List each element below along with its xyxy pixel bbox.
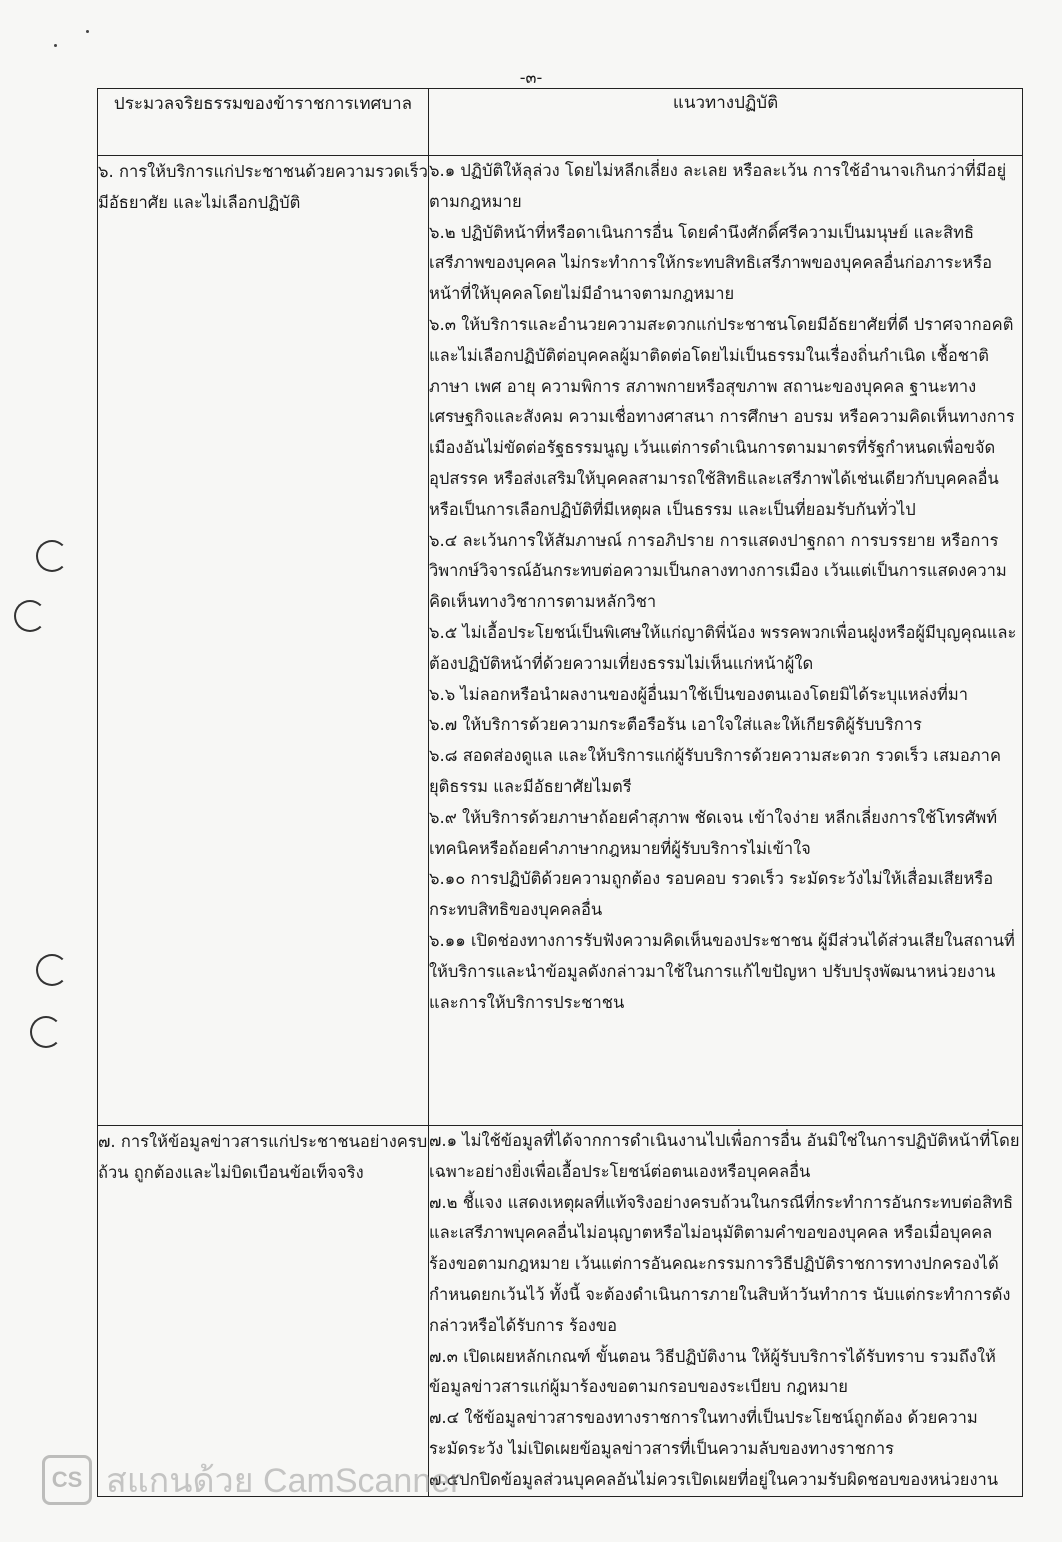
table-row-section-7 [98, 1126, 1023, 1497]
guideline-6-11: ๖.๑๑ เปิดช่องทางการรับฟังความคิดเห็นของประชาชน ผู้มีส่วนได้ส่วนเสียในสถานที่ให้บริการและนำข้อมูลดังกล่าวมาใช้ในการแก้ไขปัญหา ปรับปรุงพัฒนาหน่วยงานและการให้บริการประชาชน [429, 930, 1015, 1012]
guideline-7-2: ๗.๒ ชี้แจง แสดงเหตุผลที่แท้จริงอย่างครบถ้วนในกรณีที่กระทำการอันกระทบต่อสิทธิและเสรีภาพบุคคลอื่นไม่อนุญาตหรือไม่อนุมัติตามคำขอของบุคคล หรือเมื่อบุคคลร้องขอตามกฎหมาย เว้นแต่การอันคณะกรรมการวิธีปฏิบัติราชการทางปกครองได้กำหนดยกเว้นไว้ ทั้งนี้ จะต้องดำเนินการภายในสิบห้าวันทำการ นับแต่กระทำการดังกล่าวหรือได้รับการ ร้องขอ [429, 1192, 1014, 1335]
guideline-6-2: ๖.๒ ปฏิบัติหน้าที่หรือดาเนินการอื่น โดยคำนึงศักดิ์ศรีความเป็นมนุษย์ และสิทธิเสรีภาพของบุคคล ไม่กระทำการให้กระทบสิทธิเสรีภาพของบุคคลอื่นก่อภาระหรือหน้าที่ให้บุคคลโดยไม่มีอำนาจตามกฎหมาย [429, 222, 993, 304]
guideline-6-7: ๖.๗ ให้บริการด้วยความกระตือรือร้น เอาใจใส่และให้เกียรติผู้รับบริการ [429, 715, 922, 735]
page-number: -๓- [519, 68, 543, 87]
punch-hole-icon [30, 1016, 62, 1048]
guideline-6-9: ๖.๙ ให้บริการด้วยภาษาถ้อยคำสุภาพ ชัดเจน เข้าใจง่าย หลีกเลี่ยงการใช้โทรศัพท์เทคนิคหรือถ้อยคำภาษากฎหมายที่ผู้รับบริการไม่เข้าใจ [429, 807, 998, 858]
header-code-of-ethics: ประมวลจริยธรรมของข้าราชการเทศบาล [98, 89, 429, 156]
section-6-guidelines [429, 156, 1023, 1126]
guideline-6-4: ๖.๔ ละเว้นการให้สัมภาษณ์ การอภิปราย การแสดงปาฐกถา การบรรยาย หรือการวิพากษ์วิจารณ์อันกระทบต่อความเป็นกลางทางการเมือง เว้นแต่เป็นการแสดงความคิดเห็นทางวิชาการตามหลักวิชา [429, 530, 1007, 612]
table-row-section-6 [98, 156, 1023, 1126]
guideline-7-5: ๗.๕ปกปิดข้อมูลส่วนบุคคลอันไม่ควรเปิดเผยที่อยู่ในความรับผิดชอบของหน่วยงาน [429, 1469, 999, 1489]
camscanner-watermark [42, 1456, 461, 1504]
guideline-7-3: ๗.๓ เปิดเผยหลักเกณฑ์ ขั้นตอน วิธีปฏิบัติงาน ให้ผู้รับบริการได้รับทราบ รวมถึงให้ข้อมูลข่าวสารแก่ผู้มาร้องขอตามกรอบของระเบียบ กฎหมาย [429, 1346, 996, 1397]
guideline-6-5: ๖.๕ ไม่เอื้อประโยชน์เป็นพิเศษให้แก่ญาติพี่น้อง พรรคพวกเพื่อนฝูงหรือผู้มีบุญคุณและต้องปฏิบัติหน้าที่ด้วยความเที่ยงธรรมไม่เห็นแก่หน้าผู้ใด [429, 622, 1017, 673]
camscanner-logo-icon: CS [42, 1455, 92, 1505]
scan-speck [86, 30, 89, 33]
guideline-6-1: ๖.๑ ปฏิบัติให้ลุล่วง โดยไม่หลีกเลี่ยง ละเลย หรือละเว้น การใช้อำนาจเกินกว่าที่มีอยู่ตามกฎหมาย [429, 161, 1007, 211]
guideline-6-8: ๖.๘ สอดส่องดูแล และให้บริการแก่ผู้รับบริการด้วยความสะดวก รวดเร็ว เสมอภาค ยุติธรรม และมีอัธยาศัยไมตรี [429, 746, 1001, 796]
punch-hole-icon [36, 954, 68, 986]
guideline-6-10: ๖.๑๐ การปฏิบัติด้วยความถูกต้อง รอบคอบ รวดเร็ว ระมัดระวังไม่ให้เสื่อมเสียหรือกระทบสิทธิของบุคคลอื่น [429, 869, 994, 920]
scan-speck [54, 44, 57, 47]
guideline-6-6: ๖.๖ ไม่ลอกหรือนำผลงานของผู้อื่นมาใช้เป็นของตนเองโดยมิได้ระบุแหล่งที่มา [429, 684, 968, 704]
header-guidelines: แนวทางปฏิบัติ [429, 89, 1023, 156]
punch-hole-icon [36, 540, 68, 572]
ethics-table [97, 88, 1023, 1497]
section-6-heading: ๖. การให้บริการแก่ประชาชนด้วยความรวดเร็ว มีอัธยาศัย และไม่เลือกปฏิบัติ [98, 156, 429, 1126]
guideline-7-4: ๗.๔ ใช้ข้อมูลข่าวสารของทางราชการในทางที่เป็นประโยชน์ถูกต้อง ด้วยความระมัดระวัง ไม่เปิดเผยข้อมูลข่าวสารที่เป็นความลับของทางราชการ [429, 1408, 978, 1458]
table-header-row [98, 89, 1023, 156]
watermark-text: สแกนด้วย CamScanner [106, 1462, 462, 1500]
section-7-heading: ๗. การให้ข้อมูลข่าวสารแก่ประชาชนอย่างครบถ้วน ถูกต้องและไม่บิดเบือนข้อเท็จจริง [98, 1126, 429, 1497]
punch-hole-icon [14, 600, 46, 632]
section-7-guidelines [429, 1126, 1023, 1497]
guideline-7-1: ๗.๑ ไม่ใช้ข้อมูลที่ได้จากการดำเนินงานไปเพื่อการอื่น อันมิใช่ในการปฏิบัติหน้าที่โดยเฉพาะอย่างยิ่งเพื่อเอื้อประโยชน์ต่อตนเองหรือบุคคลอื่น [429, 1131, 1020, 1181]
guideline-6-3: ๖.๓ ให้บริการและอำนวยความสะดวกแก่ประชาชนโดยมีอัธยาศัยที่ดี ปราศจากอคติและไม่เลือกปฏิบัติต่อบุคคลผู้มาติดต่อโดยไม่เป็นธรรมในเรื่องถิ่นกำเนิด เชื้อชาติ ภาษา เพศ อายุ ความพิการ สภาพกายหรือสุขภาพ สถานะของบุคคล ฐานะทางเศรษฐกิจและสังคม ความเชื่อทางศาสนา การศึกษา อบรม หรือความคิดเห็นทางการเมืองอันไม่ขัดต่อรัฐธรรมนูญ เว้นแต่การดำเนินการตามมาตรที่รัฐกำหนดเพื่อขจัดอุปสรรค หรือส่งเสริมให้บุคคลสามารถใช้สิทธิและเสรีภาพได้เช่นเดียวกับบุคคลอื่นหรือเป็นการเลือกปฏิบัติที่มีเหตุผล เป็นธรรม และเป็นที่ยอมรับกันทั่วไป [429, 314, 1015, 519]
